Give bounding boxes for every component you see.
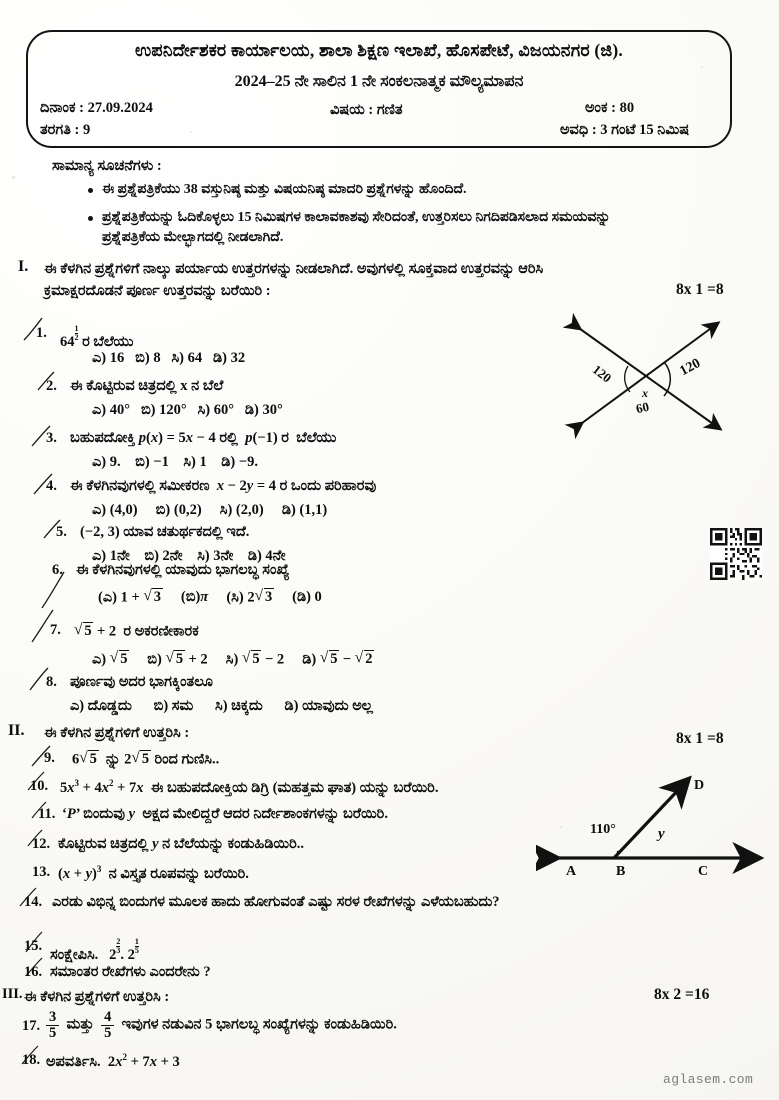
exam-title: 2024–25 ನೇ ಸಾಲಿನ 1 ನೇ ಸಂಕಲನಾತ್ಮಕ ಮೌಲ್ಯಮಾಪನ (234, 73, 524, 90)
question-15-separator: . (120, 947, 125, 964)
exam-duration: ಅವಧಿ : 3 ಗಂಟೆ 15 ನಿಮಿಷ (560, 122, 690, 138)
option-b[interactable]: ಬಿ) 2ನೇ (144, 548, 183, 564)
section-i-instruction-line2: ಕ್ರಮಾಕ್ಷರದೊಡನೆ ಪೂರ್ಣ ಉತ್ತರವನ್ನು ಬರೆಯಿರಿ : (44, 283, 271, 299)
angle-label-right: 120 (677, 356, 704, 380)
angle-label-bottom: 60 (634, 398, 651, 417)
question-6-text: ಈ ಕೆಳಗಿನವುಗಳಲ್ಲಿ ಯಾವುದು ಭಾಗಲಬ್ಧ ಸಂಖ್ಯೆ (76, 562, 290, 578)
question-1-number: 1. (36, 325, 47, 341)
office-title: ಉಪನಿರ್ದೇಶಕರ ಕಾರ್ಯಾಲಯ, ಶಾಲಾ ಶಿಕ್ಷಣ ಇಲಾಖೆ, ಹೊಸಪೇಟೆ, ವಿಜಯನಗರ (ಜಿ). (135, 40, 623, 60)
ray-bd (614, 786, 682, 858)
question-17-tail: ಇವುಗಳ ನಡುವಿನ 5 ಭಾಗಲಬ್ಧ ಸಂಖ್ಯೆಗಳನ್ನು ಕಂಡುಹಿಡಿಯಿರಿ. (121, 1016, 397, 1033)
question-1-suffix: ರ ಬೆಲೆಯು (82, 334, 134, 351)
option-a[interactable]: ಎ) 40° (92, 402, 131, 418)
instruction-bullet (88, 188, 93, 193)
question-13-text: $(x + y)^3$ ನ ವಿಸ್ತೃತ ರೂಪವನ್ನು ಬರೆಯಿರಿ. (58, 864, 249, 882)
question-6-options (98, 588, 322, 606)
question-1-options (92, 350, 245, 367)
question-15-term1: 2 $\frac{2}{3}$ (109, 937, 121, 964)
angle-label-abd: 110° (590, 822, 616, 837)
question-17-fraction-1: $\frac{3}{5}$ (46, 1010, 59, 1040)
angle-label-left: 120 (589, 361, 615, 386)
exam-class: ತರಗತಿ : 9 (40, 122, 91, 138)
exam-subject: ವಿಷಯ : ಗಣಿತ (330, 102, 403, 118)
section-iii-numeral: III. (2, 986, 23, 1002)
question-16-number: 16. (24, 964, 43, 980)
question-12-text: ಕೊಟ್ಟಿರುವ ಚಿತ್ರದಲ್ಲಿ y ನ ಬೆಲೆಯನ್ನು ಕಂಡುಹಿಡಿಯಿರಿ.. (58, 836, 304, 852)
section-ii-numeral: II. (8, 722, 25, 739)
angle-arc-right (664, 362, 670, 396)
question-17-fraction-2: $\frac{4}{5}$ (101, 1010, 114, 1040)
ray-on-line-figure (536, 760, 766, 900)
question-2-text: ಈ ಕೊಟ್ಟಿರುವ ಚಿತ್ರದಲ್ಲಿ x ನ ಬೆಲೆ (70, 378, 224, 394)
footer-watermark: aglasem.com (663, 1072, 754, 1087)
question-17-conjunction: ಮತ್ತು (66, 1016, 94, 1033)
question-7-number: 7. (50, 622, 61, 638)
option-c[interactable]: ಸಿ) 64 (171, 350, 203, 366)
option-d[interactable]: ಡಿ) −9. (221, 454, 258, 470)
question-18-text: ಅಪವರ್ತಿಸಿ. $2x^2 + 7x + 3$ (46, 1052, 180, 1070)
question-6-number: 6. (52, 562, 63, 578)
option-c[interactable]: (ಸಿ) 2 √ 3 (226, 588, 274, 606)
section-ii-instruction: ಈ ಕೆಳಗಿನ ಪ್ರಶ್ನೆಗಳಿಗೆ ಉತ್ತರಿಸಿ : (44, 725, 190, 741)
instruction-bullet (88, 216, 93, 221)
option-c[interactable]: ಸಿ) ಚಿಕ್ಕದು (215, 698, 263, 714)
question-2-options (92, 402, 283, 419)
option-b[interactable]: ಬಿ) 8 (135, 350, 161, 366)
option-c[interactable]: ಸಿ) √ 5 − 2 (226, 650, 284, 668)
question-3-options (92, 454, 258, 471)
question-8-text: ಪೂರ್ಣವು ಅದರ ಭಾಗಕ್ಕಿಂತಲೂ (70, 674, 213, 690)
option-b[interactable]: ಬಿ) (0,2) (155, 502, 202, 518)
angle-label-dbc: y (658, 826, 665, 842)
option-a[interactable]: ಎ) 16 (92, 350, 125, 366)
question-3-number: 3. (46, 430, 57, 446)
option-b[interactable]: (ಬಿ)π (180, 589, 209, 606)
question-5-text: (−2, 3) ಯಾವ ಚತುರ್ಥಕದಲ್ಲಿ ಇದೆ. (80, 524, 250, 540)
question-8-number: 8. (46, 674, 57, 690)
question-7-text: √ 5 + 2 ರ ಅಕರಣೀಕಾರಕ (74, 622, 199, 640)
question-15-number: 15. (24, 938, 43, 954)
section-ii-marks: 8x 1 =8 (676, 730, 724, 747)
section-i-marks: 8x 1 =8 (676, 281, 724, 298)
option-c[interactable]: ಸಿ) 60° (197, 402, 235, 418)
option-c[interactable]: ಸಿ) 1 (183, 454, 207, 470)
qr-code (710, 528, 762, 580)
instruction-item-2: ಪ್ರಶ್ನೆಪತ್ರಿಕೆಯನ್ನು ಓದಿಕೊಳ್ಳಲು 15 ನಿಮಿಷಗಳ ಕಾಲಾವಕಾಶವು ಸೇರಿದಂತೆ, ಉತ್ತರಿಸಲು ನಿಗದಿಪಡಿಸಲಾದ ಸಮಯವನ್ನು (102, 210, 611, 225)
question-7-options (92, 650, 374, 668)
question-3-text: ಬಹುಪದೋಕ್ತಿ p(x) = 5x − 4 ರಲ್ಲಿ p(−1) ರ ಬೆಲೆಯು (70, 430, 337, 446)
question-14-text: ಎರಡು ವಿಭಿನ್ನ ಬಿಂದುಗಳ ಮೂಲಕ ಹಾದು ಹೋಗುವಂತೆ ಎಷ್ಟು ಸರಳ ರೇಖೆಗಳನ್ನು ಎಳೆಯಬಹುದು? (52, 894, 500, 910)
point-label-c: C (698, 864, 709, 879)
section-i-instruction-line1: ಈ ಕೆಳಗಿನ ಪ್ರಶ್ನೆಗಳಿಗೆ ನಾಲ್ಕು ಪರ್ಯಾಯ ಉತ್ತರಗಳನ್ನು ನೀಡಲಾಗಿದೆ. ಅವುಗಳಲ್ಲಿ ಸೂಕ್ತವಾದ ಉತ್ತರವನ್ನು ಆರಿಸಿ (44, 261, 544, 277)
option-b[interactable]: ಬಿ) −1 (135, 454, 169, 470)
question-17-number: 17. (22, 1018, 41, 1034)
exam-max-marks: ಅಂಕ : 80 (585, 100, 635, 116)
section-i-numeral: I. (18, 258, 29, 275)
section-iii-marks: 8x 2 =16 (654, 986, 710, 1003)
instruction-item-1: ಈ ಪ್ರಶ್ನೆಪತ್ರಿಕೆಯು 38 ವಸ್ತುನಿಷ್ಠ ಮತ್ತು ವಿಷಯನಿಷ್ಠ ಮಾದರಿ ಪ್ರಶ್ನೆಗಳನ್ನು ಹೊಂದಿದೆ. (102, 182, 467, 197)
option-a[interactable]: ಎ) √ 5 (92, 650, 129, 668)
question-1-exponent: $\frac{1}{2}$ (74, 324, 79, 343)
option-d[interactable]: ಡಿ) 30° (244, 402, 283, 418)
option-d[interactable]: ಡಿ) (1,1) (281, 502, 328, 518)
question-4-options (92, 502, 327, 519)
option-d[interactable]: (ಡಿ) 0 (292, 589, 322, 606)
option-b[interactable]: ಬಿ) ಸಮ (153, 698, 194, 714)
question-11-number: 11. (38, 806, 56, 822)
option-d[interactable]: ಡಿ) 4ನೇ (247, 548, 286, 564)
option-a[interactable]: ಎ) 1ನೇ (92, 548, 130, 564)
instructions-title: ಸಾಮಾನ್ಯ ಸೂಚನೆಗಳು : (52, 158, 162, 174)
point-label-d: D (694, 778, 705, 793)
question-10-text: $5x^3 + 4x^2 + 7x$ ಈ ಬಹುಪದೋಕ್ತಿಯ ಡಿಗ್ರಿ (ಮಹತ್ತಮ ಘಾತ) ಯನ್ನು ಬರೆಯಿರಿ. (60, 778, 439, 796)
section-iii-instruction: ಈ ಕೆಳಗಿನ ಪ್ರಶ್ನೆಗಳಿಗೆ ಉತ್ತರಿಸಿ : (24, 989, 170, 1005)
question-1-base: 64 (60, 334, 75, 351)
option-c[interactable]: ಸಿ) (2,0) (219, 502, 264, 518)
option-b[interactable]: ಬಿ) 120° (140, 402, 187, 418)
question-1-text (60, 325, 134, 351)
question-18-number: 18. (22, 1052, 41, 1068)
option-d[interactable]: ಡಿ) √ 5 − √ 2 (302, 650, 374, 668)
vertex-dot (617, 851, 619, 853)
option-d[interactable]: ಡಿ) ಯಾವುದು ಅಲ್ಲ (284, 698, 373, 714)
question-4-text: ಈ ಕೆಳಗಿನವುಗಳಲ್ಲಿ ಸಮೀಕರಣ x − 2y = 4 ರ ಒಂದು ಪರಿಹಾರವು (70, 478, 377, 494)
option-a[interactable]: (ಎ) 1 + √ 3 (98, 588, 163, 606)
question-8-options (70, 698, 373, 715)
option-c[interactable]: ಸಿ) 3ನೇ (197, 548, 234, 564)
question-10-number: 10. (30, 778, 49, 794)
scan-speck (12, 176, 15, 179)
intersecting-lines-figure (556, 304, 756, 444)
question-5-number: 5. (56, 524, 67, 540)
question-17-text (46, 1010, 397, 1040)
option-d[interactable]: ಡಿ) 32 (213, 350, 246, 366)
question-9-text: 6 √ 5 ನ್ನು 2 √ 5 ರಿಂದ ಗುಣಿಸಿ.. (72, 750, 219, 768)
question-9-number: 9. (44, 750, 55, 766)
question-15-prefix: ಸಂಕ್ಷೇಪಿಸಿ. (50, 947, 99, 964)
exam-date: ದಿನಾಂಕ : 27.09.2024 (40, 100, 153, 116)
angle-label-x: x (642, 386, 648, 400)
question-13-number: 13. (32, 864, 51, 880)
option-a[interactable]: ಎ) (4,0) (92, 502, 138, 518)
question-15-term2: 2 $\frac{1}{5}$ (127, 937, 139, 964)
question-14-number: 14. (24, 894, 43, 910)
question-16-text: ಸಮಾಂತರ ರೇಖೆಗಳು ಎಂದರೇನು ? (50, 964, 211, 980)
point-label-a: A (566, 864, 577, 879)
point-label-b: B (616, 864, 626, 879)
question-2-number: 2. (46, 378, 57, 394)
option-b[interactable]: ಬಿ) √ 5 + 2 (147, 650, 207, 668)
option-a[interactable]: ಎ) 9. (92, 454, 121, 470)
instruction-item-3: ಪ್ರಶ್ನೆಪತ್ರಿಕೆಯ ಮೇಲ್ಭಾಗದಲ್ಲಿ ನೀಡಲಾಗಿದೆ. (102, 230, 284, 245)
question-11-text: ‘P’ ಬಿಂದುವು y ಅಕ್ಷದ ಮೇಲಿದ್ದರೆ ಆದರ ನಿರ್ದೇಶಾಂಕಗಳನ್ನು ಬರೆಯಿರಿ. (62, 806, 388, 822)
question-15-text (50, 938, 139, 964)
option-a[interactable]: ಎ) ದೊಡ್ಡದು (70, 698, 132, 714)
question-12-number: 12. (32, 836, 51, 852)
question-4-number: 4. (46, 478, 57, 494)
